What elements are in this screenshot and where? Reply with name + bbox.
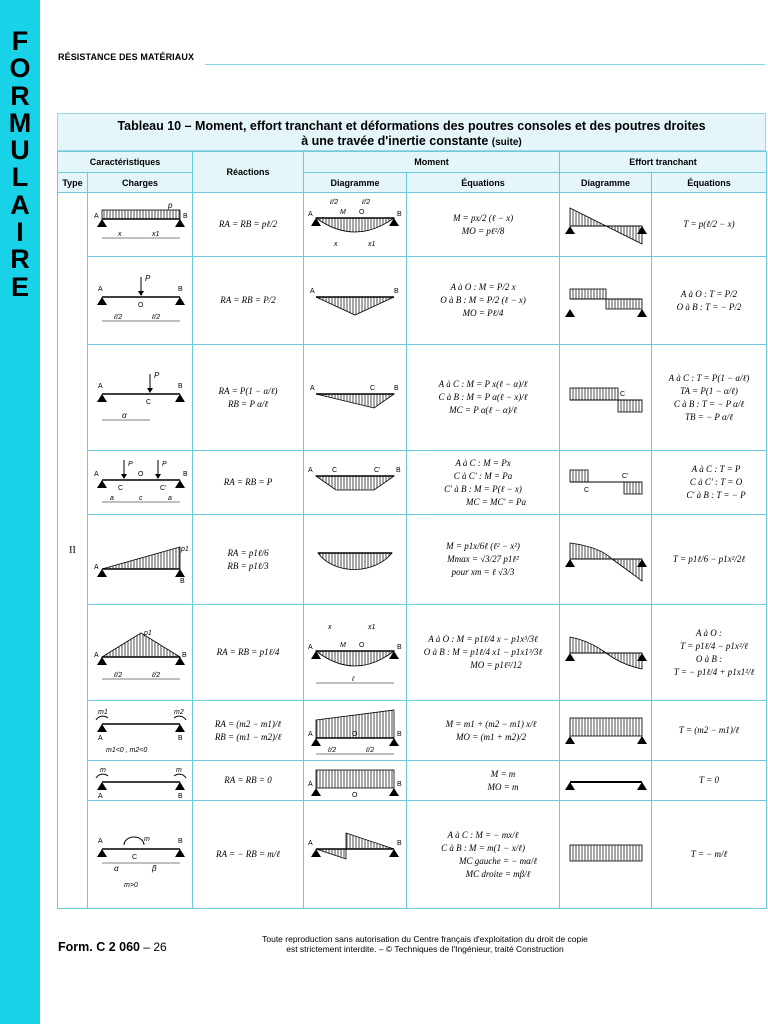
- label-B: B: [394, 287, 399, 295]
- uniform-load-sketch: [88, 194, 193, 256]
- reaction-eq: RA = p1ℓ/6: [227, 547, 269, 558]
- end-moments-sketch: [88, 702, 193, 760]
- table-row: [58, 761, 767, 801]
- label-A: A: [308, 780, 313, 788]
- reactions-cell: [193, 193, 304, 257]
- shear-diagram: [560, 451, 652, 515]
- table-row: [58, 801, 767, 909]
- parabolic-moment-sketch: [304, 194, 407, 256]
- charge-diagram: [88, 451, 193, 515]
- shear-diagram: [560, 761, 652, 801]
- linear-shear-sketch: [560, 194, 652, 256]
- reactions-cell: [193, 605, 304, 701]
- label-p1: p1: [181, 545, 189, 553]
- moment-eq: A à C : M = P x(ℓ − α)/ℓ: [438, 379, 528, 389]
- step-shear-sketch: [560, 452, 652, 514]
- shear-eq: T = p(ℓ/2 − x): [683, 219, 735, 229]
- moment-diagram: [304, 801, 407, 909]
- moment-diagram: [304, 605, 407, 701]
- shear-eq: C à C' : T = O: [689, 477, 743, 487]
- label-l2: ℓ/2: [152, 671, 161, 679]
- shear-diagram: [560, 701, 652, 761]
- shear-diagram: [560, 515, 652, 605]
- table-row: [58, 515, 767, 605]
- moment-eq: Mmax = √3/27 p1ℓ²: [447, 554, 519, 564]
- head-moment: Moment: [304, 152, 560, 173]
- reactions-cell: [193, 761, 304, 801]
- label-A: A: [308, 210, 313, 218]
- side-letter: M: [8, 107, 32, 138]
- shear-eq: A à O :: [695, 627, 723, 638]
- moment-diagram: [304, 345, 407, 451]
- moment-eq: MO = Pℓ/4: [462, 308, 504, 318]
- footer-notice: [200, 934, 650, 954]
- reaction-eq: RB = (m1 − m2)/ℓ: [214, 731, 282, 742]
- reaction-eq: RA = RB = p1ℓ/4: [216, 647, 280, 657]
- moment-eq: C à B : M = P α(ℓ − x)/ℓ: [438, 392, 528, 402]
- reaction-eq: RA = − RB = m/ℓ: [215, 849, 281, 859]
- table-title-line2: [58, 134, 765, 148]
- label-p: p: [168, 200, 173, 210]
- charge-diagram: [88, 761, 193, 801]
- side-letter: O: [9, 53, 31, 84]
- label-P: P: [154, 370, 160, 380]
- shear-eq: C à B : T = − P α/ℓ: [673, 398, 745, 409]
- constant-moment-sketch: [304, 762, 407, 800]
- label-B: B: [397, 210, 402, 218]
- moment-eq: MC gauche = − mα/ℓ: [458, 855, 538, 866]
- label-P: P: [128, 460, 133, 468]
- shear-equations: [652, 193, 767, 257]
- reaction-eq: RB = p1ℓ/3: [227, 560, 269, 571]
- type-label: II: [69, 545, 76, 556]
- table-row: [58, 701, 767, 761]
- label-c: c: [139, 494, 143, 502]
- jump-moment-sketch: [304, 803, 407, 907]
- label-A: A: [98, 837, 103, 845]
- two-point-loads-sketch: [88, 452, 193, 514]
- label-l2: ℓ/2: [328, 746, 337, 754]
- footer-notice-line2: est strictement interdite. – © Techniques de l'Ingénieur, traité Construction: [286, 944, 564, 954]
- reactions-cell: [193, 257, 304, 345]
- label-l2: ℓ/2: [152, 313, 161, 321]
- moment-diagram: [304, 515, 407, 605]
- label-l: ℓ: [352, 675, 355, 683]
- moment-eq: A à C : M = − mx/ℓ: [447, 829, 519, 840]
- shear-eq: T = p1ℓ/4 − p1x²/ℓ: [680, 640, 748, 651]
- shear-eq: T = 0: [699, 775, 719, 785]
- moment-equations: [407, 257, 560, 345]
- label-a: a: [110, 494, 114, 502]
- label-A: A: [98, 792, 103, 800]
- parabolic-moment-sketch: [304, 607, 407, 699]
- label-A: A: [94, 651, 99, 659]
- moment-eq: pour xm = ℓ √3/3: [451, 567, 515, 577]
- charge-diagram: [88, 801, 193, 909]
- label-B: B: [397, 780, 402, 788]
- charge-diagram: [88, 193, 193, 257]
- moment-equations: [407, 701, 560, 761]
- label-m: m: [176, 766, 182, 774]
- label-l2: ℓ/2: [330, 198, 339, 206]
- moment-equations: [407, 451, 560, 515]
- shear-diagram: [560, 345, 652, 451]
- label-B: B: [183, 470, 188, 478]
- table-row: [58, 257, 767, 345]
- shear-equations: [652, 345, 767, 451]
- head-caracteristiques: Caractéristiques: [58, 152, 193, 173]
- charge-diagram: [88, 701, 193, 761]
- reaction-eq: RA = RB = P: [223, 477, 273, 487]
- shear-eq: T = (m2 − m1)/ℓ: [678, 725, 740, 735]
- label-l2: ℓ/2: [114, 671, 123, 679]
- label-x1: x1: [152, 230, 160, 238]
- trapezoid-moment-sketch: [304, 452, 407, 514]
- label-B: B: [182, 651, 187, 659]
- moment-eq: M = p1x/6ℓ (ℓ² − x²): [446, 541, 520, 551]
- moment-equations: [407, 345, 560, 451]
- symmetric-triangle-load-sketch: [88, 607, 193, 699]
- step-shear-sketch: [560, 348, 652, 448]
- moment-eq: O à B : M = P/2 (ℓ − x): [440, 295, 526, 305]
- table-title-line2-text: à une travée d'inertie constante: [301, 134, 489, 148]
- shear-equations: [652, 801, 767, 909]
- concentrated-moment-sketch: [88, 803, 193, 907]
- head-moment-diagramme: Diagramme: [304, 173, 407, 193]
- moment-eq: MC = P α(ℓ − α)/ℓ: [449, 405, 517, 415]
- label-B: B: [394, 384, 399, 392]
- shear-eq: C' à B : T = − P: [686, 490, 746, 500]
- header-rule: [205, 64, 765, 65]
- moment-equations: [407, 801, 560, 909]
- label-P: P: [145, 273, 151, 283]
- side-letter: L: [11, 162, 29, 193]
- charge-diagram: [88, 345, 193, 451]
- table-title-line1: Tableau 10 – Moment, effort tranchant et déformations des poutres consoles et des poutres droites: [117, 119, 706, 133]
- side-letter: A: [10, 189, 30, 220]
- label-x: x: [328, 623, 332, 631]
- label-M: M: [340, 641, 346, 649]
- sidebar-band: [0, 0, 40, 1024]
- table-row: [58, 345, 767, 451]
- label-O: O: [352, 791, 358, 799]
- label-B: B: [178, 382, 183, 390]
- eccentric-point-load-sketch: [88, 348, 193, 448]
- reaction-eq: RA = RB = 0: [224, 775, 272, 785]
- side-letter: U: [10, 135, 30, 166]
- label-C: C: [620, 390, 626, 398]
- label-alpha: α: [122, 410, 127, 420]
- label-l2: ℓ/2: [362, 198, 371, 206]
- moment-eq: M = px/2 (ℓ − x): [452, 212, 514, 223]
- shear-diagram: [560, 257, 652, 345]
- label-l2: ℓ/2: [366, 746, 375, 754]
- reactions-cell: [193, 515, 304, 605]
- label-m2: m2: [174, 708, 184, 716]
- moment-diagram: [304, 257, 407, 345]
- reactions-cell: [193, 451, 304, 515]
- label-C: C: [584, 486, 590, 494]
- cubic-moment-sketch: [304, 517, 407, 603]
- label-B: B: [178, 734, 183, 742]
- label-Cp: C': [374, 466, 381, 474]
- label-m-condition: m>0: [124, 881, 138, 889]
- label-A: A: [94, 470, 99, 478]
- parabolic-shear-sketch: [560, 517, 652, 603]
- side-letter: R: [10, 244, 30, 275]
- constant-shear-sketch: [560, 702, 652, 760]
- label-B: B: [178, 792, 183, 800]
- side-letter: R: [10, 80, 30, 111]
- moment-diagram: [304, 193, 407, 257]
- moment-equations: [407, 515, 560, 605]
- triangular-moment-sketch: [304, 348, 407, 448]
- shear-equations: [652, 761, 767, 801]
- table-title-suffix: (suite): [491, 137, 522, 148]
- footer-page: – 26: [143, 940, 167, 954]
- moment-eq: A à O : M = p1ℓ/4 x − p1x³/3ℓ: [428, 634, 538, 644]
- label-beta: β: [152, 863, 157, 873]
- label-A: A: [308, 839, 313, 847]
- table-row: [58, 605, 767, 701]
- label-C: C: [118, 484, 124, 492]
- moment-eq: MC = MC' = Pa: [465, 496, 527, 507]
- label-x1: x1: [368, 623, 376, 631]
- shear-diagram: [560, 193, 652, 257]
- step-shear-sketch: [560, 259, 652, 343]
- moment-eq: MO = (m1 + m2)/2: [455, 731, 527, 742]
- moment-eq: M = m1 + (m2 − m1) x/ℓ: [445, 718, 537, 729]
- footer-reference: [58, 940, 167, 954]
- moment-eq: MO = m: [487, 781, 519, 792]
- footer-notice-line1: Toute reproduction sans autorisation du Centre français d'exploitation du droit de copie: [262, 934, 588, 944]
- formula-table: [57, 151, 767, 909]
- label-C: C: [332, 466, 338, 474]
- label-m: m: [100, 766, 106, 774]
- shear-eq: T = p1ℓ/6 − p1x²/2ℓ: [672, 554, 746, 564]
- label-A: A: [94, 212, 99, 220]
- reaction-eq: RA = P(1 − α/ℓ): [218, 385, 278, 396]
- label-M: M: [340, 208, 346, 216]
- charge-diagram: [88, 515, 193, 605]
- label-B: B: [178, 837, 183, 845]
- head-moment-equations: Équations: [407, 173, 560, 193]
- label-B: B: [397, 730, 402, 738]
- shear-eq: A à C : T = P(1 − α/ℓ): [668, 372, 750, 383]
- shear-equations: [652, 605, 767, 701]
- shear-equations: [652, 257, 767, 345]
- shear-diagram: [560, 605, 652, 701]
- label-A: A: [308, 466, 313, 474]
- triangular-load-sketch: [88, 517, 193, 603]
- shear-eq: TA = P(1 − α/ℓ): [680, 385, 738, 396]
- label-Cp: C': [160, 484, 167, 492]
- side-letter: E: [10, 271, 29, 302]
- table-title-box: [57, 113, 766, 151]
- section-header: RÉSISTANCE DES MATÉRIAUX: [58, 52, 195, 62]
- label-O: O: [352, 730, 358, 738]
- moment-eq: MO = p1ℓ²/12: [470, 660, 522, 670]
- label-C: C: [146, 398, 152, 406]
- center-point-load-sketch: [88, 259, 193, 343]
- label-A: A: [308, 730, 313, 738]
- label-x: x: [118, 230, 122, 238]
- label-O: O: [138, 470, 144, 478]
- label-B: B: [397, 643, 402, 651]
- label-x1: x1: [368, 240, 376, 248]
- label-Cp: C': [622, 472, 629, 480]
- shear-equations: [652, 701, 767, 761]
- moment-eq: A à C : M = Px: [455, 457, 511, 468]
- head-effort-tranchant: Effort tranchant: [560, 152, 767, 173]
- shear-equations: [652, 515, 767, 605]
- zero-shear-sketch: [560, 762, 652, 800]
- moment-equations: [407, 605, 560, 701]
- side-letter: I: [16, 217, 24, 248]
- label-O: O: [359, 641, 365, 649]
- label-A: A: [94, 563, 99, 571]
- table-row: [58, 193, 767, 257]
- shear-diagram: [560, 801, 652, 909]
- reaction-eq: RA = RB = P/2: [220, 295, 276, 305]
- moment-eq: M = m: [490, 768, 516, 779]
- label-A: A: [98, 285, 103, 293]
- shear-eq: A à C : T = P: [691, 464, 741, 474]
- parabolic-shear-sketch: [560, 607, 652, 699]
- moment-equations: [407, 761, 560, 801]
- moment-eq: O à B : M = p1ℓ/4 x1 − p1x1³/3ℓ: [423, 647, 543, 657]
- label-B: B: [183, 212, 188, 220]
- label-C: C: [370, 384, 376, 392]
- charge-diagram: [88, 257, 193, 345]
- label-O: O: [359, 208, 365, 216]
- moment-eq: MC droite = mβ/ℓ: [465, 868, 531, 879]
- reaction-eq: RA = RB = pℓ/2: [218, 219, 278, 229]
- reaction-eq: RB = P α/ℓ: [227, 398, 269, 409]
- head-shear-diagramme: Diagramme: [560, 173, 652, 193]
- shear-eq: O à B : T = − P/2: [676, 301, 742, 312]
- shear-equations: [652, 451, 767, 515]
- label-p1: p1: [144, 629, 152, 637]
- moment-diagram: [304, 451, 407, 515]
- label-O: O: [138, 301, 144, 309]
- head-shear-equations: Équations: [652, 173, 767, 193]
- moment-eq: A à O : M = P/2 x: [450, 282, 516, 292]
- shear-eq: TB = − P α/ℓ: [685, 411, 733, 422]
- head-reactions: Réactions: [193, 152, 304, 193]
- label-a: a: [168, 494, 172, 502]
- equal-end-moments-sketch: [88, 762, 193, 800]
- label-P: P: [162, 460, 167, 468]
- moment-equations: [407, 193, 560, 257]
- label-B: B: [396, 466, 401, 474]
- reactions-cell: [193, 345, 304, 451]
- label-A: A: [98, 382, 103, 390]
- moment-diagram: [304, 701, 407, 761]
- triangular-moment-sketch: [304, 259, 407, 343]
- moment-eq: C à C' : M = Pa: [453, 470, 513, 481]
- moment-eq: MO = pℓ²/8: [461, 225, 505, 236]
- reactions-cell: [193, 701, 304, 761]
- shear-eq: A à O : T = P/2: [680, 288, 738, 299]
- head-charges: Charges: [88, 173, 193, 193]
- label-B: B: [397, 839, 402, 847]
- table-row: [58, 451, 767, 515]
- label-x: x: [334, 240, 338, 248]
- label-B: B: [180, 577, 185, 585]
- shear-eq: T = − m/ℓ: [690, 849, 728, 859]
- label-alpha: α: [114, 863, 119, 873]
- label-l2: ℓ/2: [114, 313, 123, 321]
- charge-diagram: [88, 605, 193, 701]
- moment-eq: C' à B : M = P(ℓ − x): [444, 483, 522, 494]
- footer-ref: Form. C 2 060: [58, 940, 140, 954]
- label-m1: m1: [98, 708, 108, 716]
- label-m-condition: m1<0 , m2<0: [106, 746, 148, 754]
- label-A: A: [310, 384, 315, 392]
- reactions-cell: [193, 801, 304, 909]
- formulaire-vertical-title: [0, 28, 40, 301]
- label-m: m: [144, 835, 150, 843]
- head-type: Type: [58, 173, 88, 193]
- reaction-eq: RA = (m2 − m1)/ℓ: [214, 718, 282, 729]
- moment-eq: C à B : M = m(1 − x/ℓ): [441, 842, 525, 853]
- type-cell: [58, 193, 88, 909]
- label-C: C: [132, 853, 138, 861]
- label-B: B: [178, 285, 183, 293]
- label-A: A: [98, 734, 103, 742]
- side-letter: F: [11, 26, 29, 56]
- shear-eq: T = − p1ℓ/4 + p1x1²/ℓ: [673, 666, 755, 677]
- shear-eq: O à B :: [695, 653, 723, 664]
- moment-diagram: [304, 761, 407, 801]
- constant-shear-sketch: [560, 803, 652, 907]
- label-A: A: [308, 643, 313, 651]
- linear-moment-sketch: [304, 702, 407, 760]
- label-A: A: [310, 287, 315, 295]
